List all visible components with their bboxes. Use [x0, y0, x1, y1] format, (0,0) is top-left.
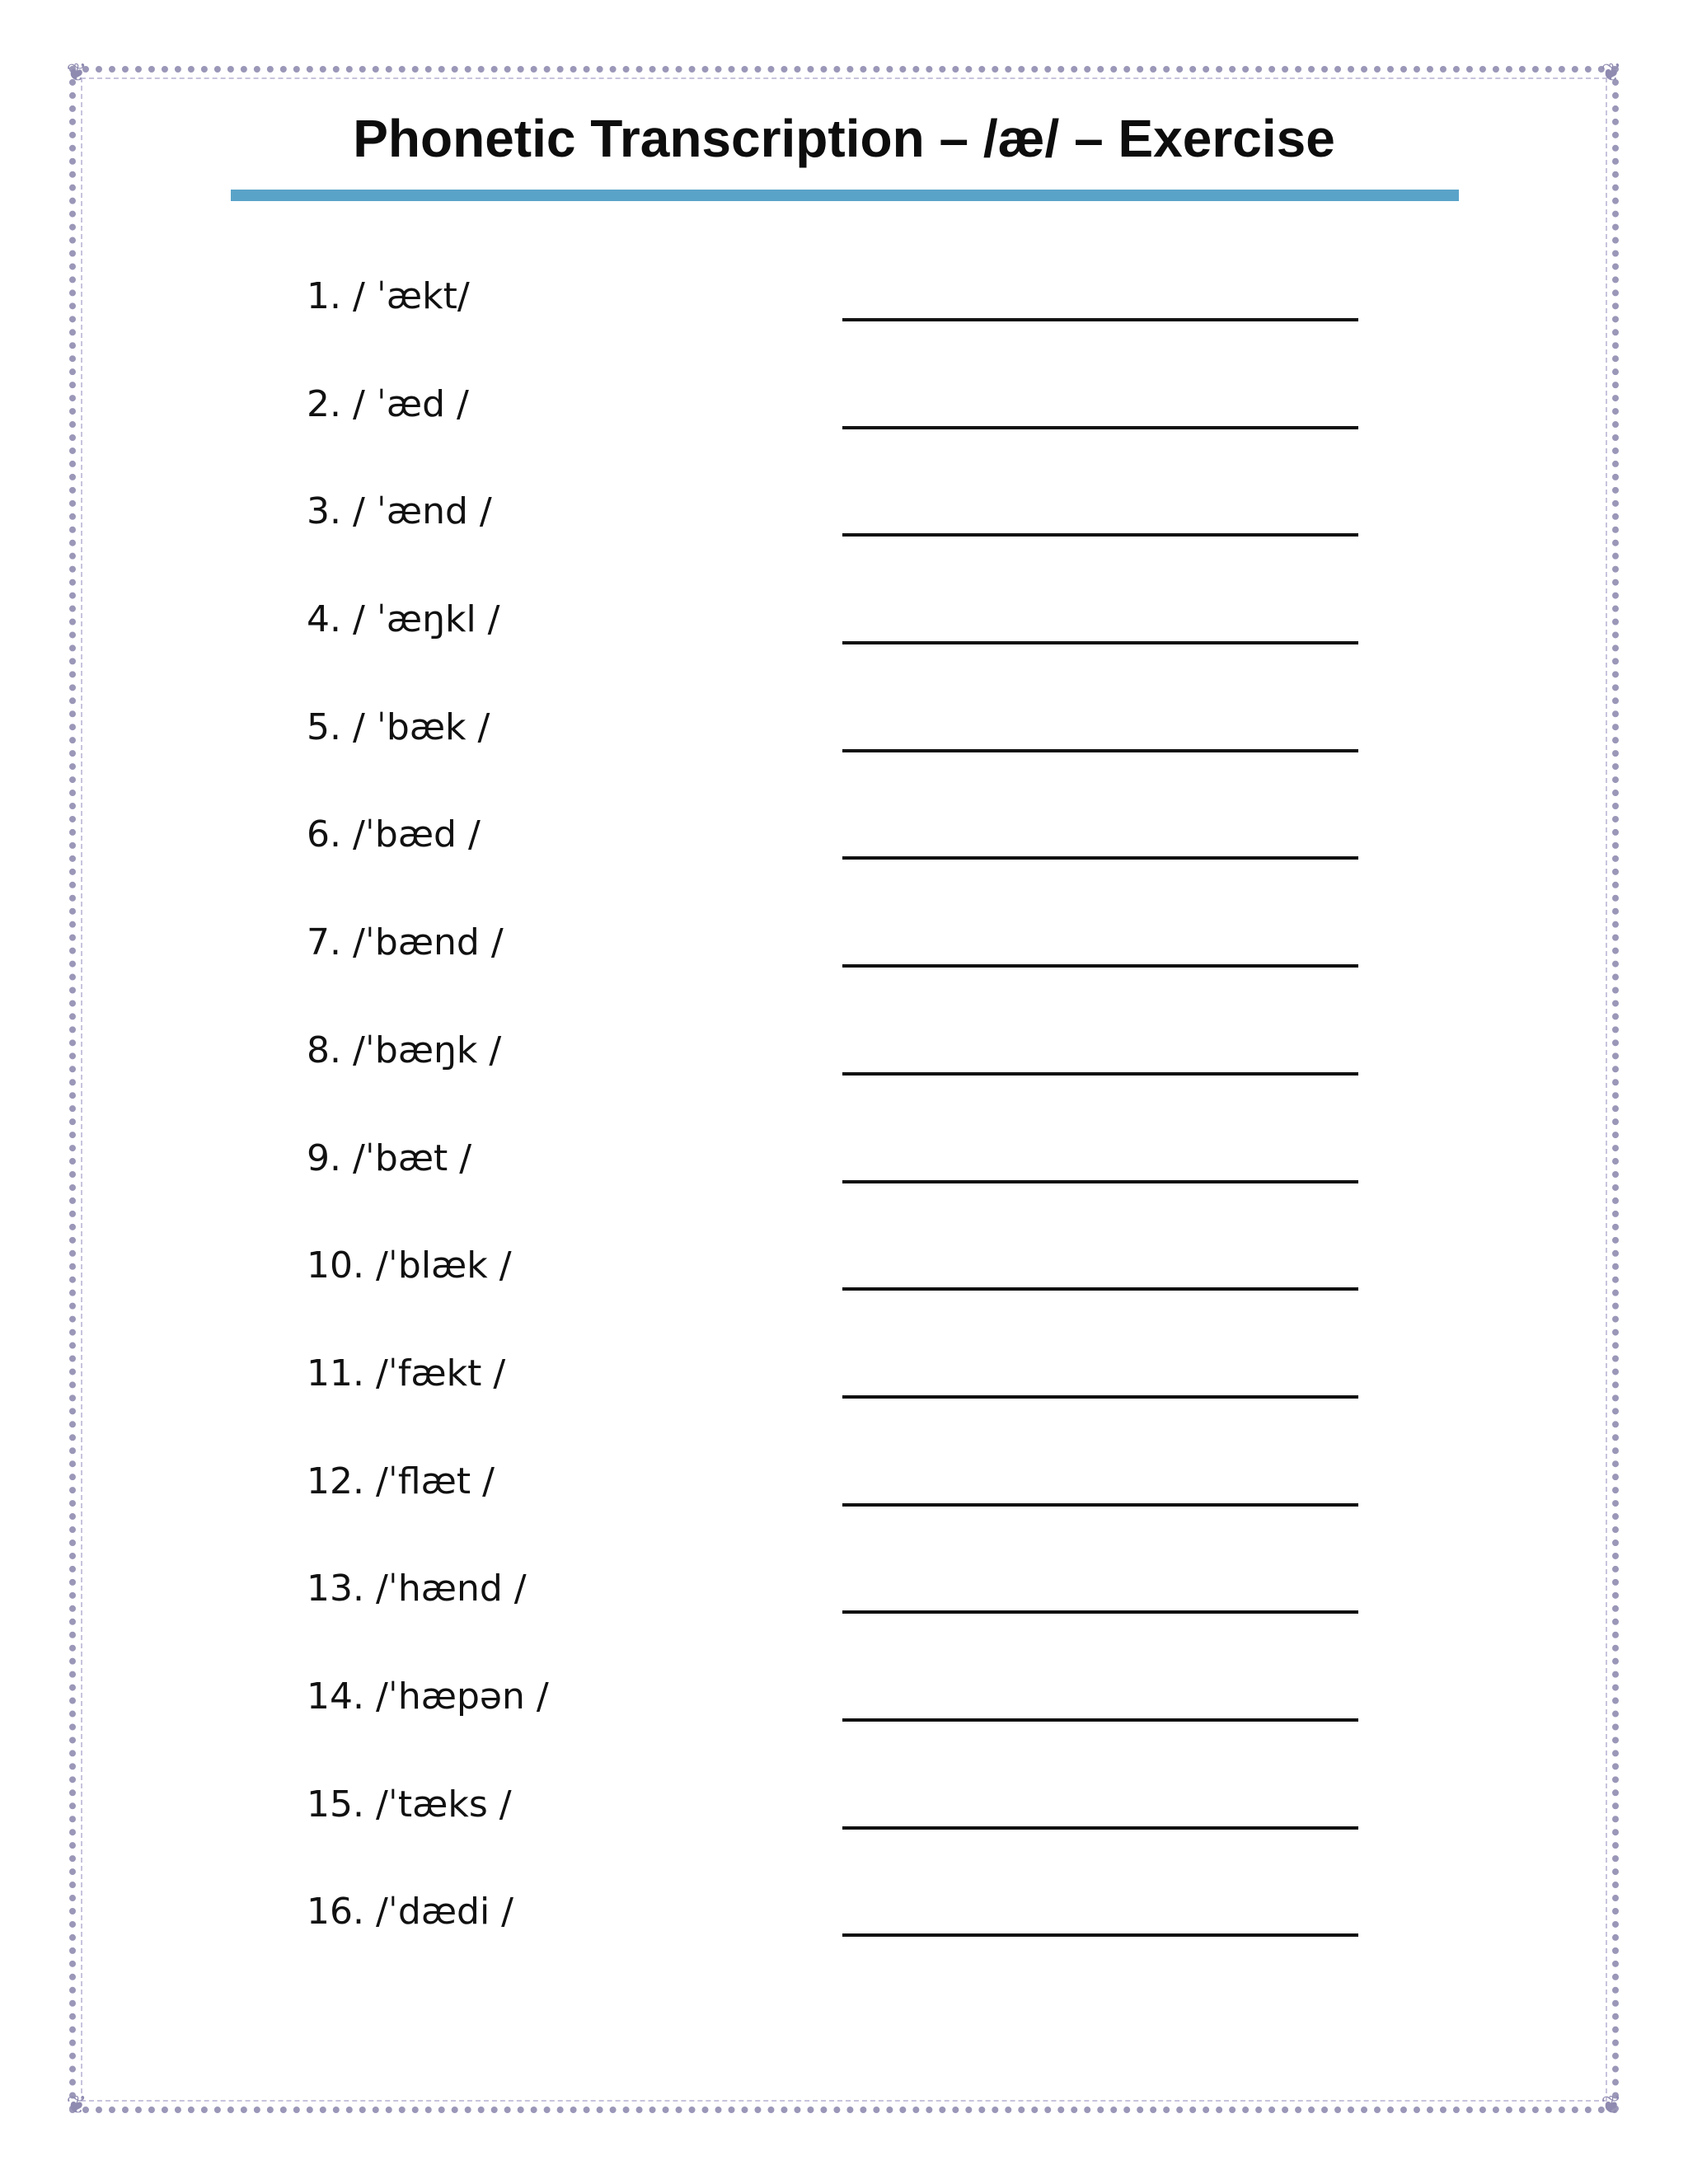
exercise-prompt: [307, 1457, 495, 1507]
answer-blank[interactable]: [842, 1610, 1358, 1614]
item-ipa: /ˈbænd /: [352, 921, 504, 964]
corner-ornament-icon: ❦: [66, 2091, 87, 2120]
item-number: 6.: [307, 813, 341, 856]
item-number: 4.: [307, 598, 341, 641]
corner-ornament-icon: ❦: [66, 59, 87, 87]
item-ipa: /ˈhæpən /: [375, 1675, 549, 1718]
exercise-prompt: [307, 1026, 501, 1076]
exercise-prompt: [307, 487, 492, 537]
item-ipa: / ˈækt/: [352, 275, 470, 317]
answer-blank[interactable]: [842, 749, 1358, 752]
answer-blank[interactable]: [842, 1072, 1358, 1076]
exercise-item: [307, 810, 1395, 918]
item-number: 12.: [307, 1460, 364, 1502]
item-ipa: /ˈbæd /: [352, 813, 481, 856]
answer-blank[interactable]: [842, 426, 1358, 429]
exercise-prompt: [307, 380, 469, 429]
title-underline-rule: [231, 190, 1459, 201]
exercise-prompt: [307, 595, 500, 644]
answer-blank[interactable]: [842, 1287, 1358, 1291]
answer-blank[interactable]: [842, 1933, 1358, 1937]
item-number: 16.: [307, 1891, 364, 1933]
exercise-prompt: [307, 1780, 512, 1830]
answer-blank[interactable]: [842, 1826, 1358, 1830]
exercise-item: [307, 380, 1395, 488]
item-ipa: /ˈflæt /: [375, 1460, 495, 1502]
exercise-item: [307, 1349, 1395, 1457]
item-number: 5.: [307, 705, 341, 748]
corner-ornament-icon: ❦: [1601, 2091, 1622, 2120]
item-ipa: / ˈbæk /: [352, 705, 490, 748]
item-ipa: / ˈæŋkl /: [352, 598, 500, 641]
item-number: 14.: [307, 1675, 364, 1718]
page-title: Phonetic Transcription – /æ/ – Exercise: [353, 109, 1335, 168]
item-number: 10.: [307, 1244, 364, 1287]
item-number: 15.: [307, 1783, 364, 1825]
item-ipa: /ˈfækt /: [375, 1352, 506, 1394]
exercise-prompt: [307, 1241, 512, 1291]
exercise-item: [307, 1134, 1395, 1242]
item-number: 3.: [307, 490, 341, 533]
item-number: 11.: [307, 1352, 364, 1394]
exercise-item: [307, 595, 1395, 703]
exercise-prompt: [307, 918, 504, 968]
item-number: 2.: [307, 382, 341, 425]
answer-blank[interactable]: [842, 641, 1358, 644]
exercise-list: [307, 272, 1395, 1995]
answer-blank[interactable]: [842, 1395, 1358, 1399]
exercise-item: [307, 1887, 1395, 1995]
item-ipa: /ˈdædi /: [375, 1891, 514, 1933]
item-number: 9.: [307, 1137, 341, 1179]
answer-blank[interactable]: [842, 1503, 1358, 1507]
item-number: 13.: [307, 1568, 364, 1610]
exercise-item: [307, 1564, 1395, 1672]
exercise-prompt: [307, 703, 490, 752]
exercise-item: [307, 1026, 1395, 1134]
exercise-item: [307, 1780, 1395, 1888]
exercise-prompt: [307, 1134, 471, 1183]
answer-blank[interactable]: [842, 1718, 1358, 1722]
item-ipa: /ˈbæŋk /: [352, 1029, 502, 1071]
exercise-item: [307, 1457, 1395, 1565]
exercise-item: [307, 487, 1395, 595]
exercise-item: [307, 1672, 1395, 1780]
answer-blank[interactable]: [842, 1180, 1358, 1183]
item-ipa: /ˈhænd /: [375, 1568, 527, 1610]
answer-blank[interactable]: [842, 318, 1358, 321]
item-number: 1.: [307, 275, 341, 317]
item-ipa: /ˈtæks /: [375, 1783, 512, 1825]
answer-blank[interactable]: [842, 964, 1358, 968]
exercise-item: [307, 272, 1395, 380]
exercise-prompt: [307, 1672, 549, 1722]
exercise-prompt: [307, 1887, 513, 1937]
item-number: 7.: [307, 921, 341, 964]
answer-blank[interactable]: [842, 856, 1358, 860]
item-ipa: / ˈæd /: [352, 382, 469, 425]
item-ipa: / ˈænd /: [352, 490, 492, 533]
exercise-prompt: [307, 272, 470, 321]
exercise-item: [307, 703, 1395, 811]
item-ipa: /ˈbæt /: [352, 1137, 472, 1179]
item-number: 8.: [307, 1029, 341, 1071]
exercise-item: [307, 918, 1395, 1026]
answer-blank[interactable]: [842, 533, 1358, 537]
exercise-prompt: [307, 810, 481, 860]
exercise-item: [307, 1241, 1395, 1349]
exercise-prompt: [307, 1564, 527, 1614]
exercise-prompt: [307, 1349, 505, 1399]
item-ipa: /ˈblæk /: [375, 1244, 512, 1287]
corner-ornament-icon: ❦: [1601, 59, 1622, 87]
